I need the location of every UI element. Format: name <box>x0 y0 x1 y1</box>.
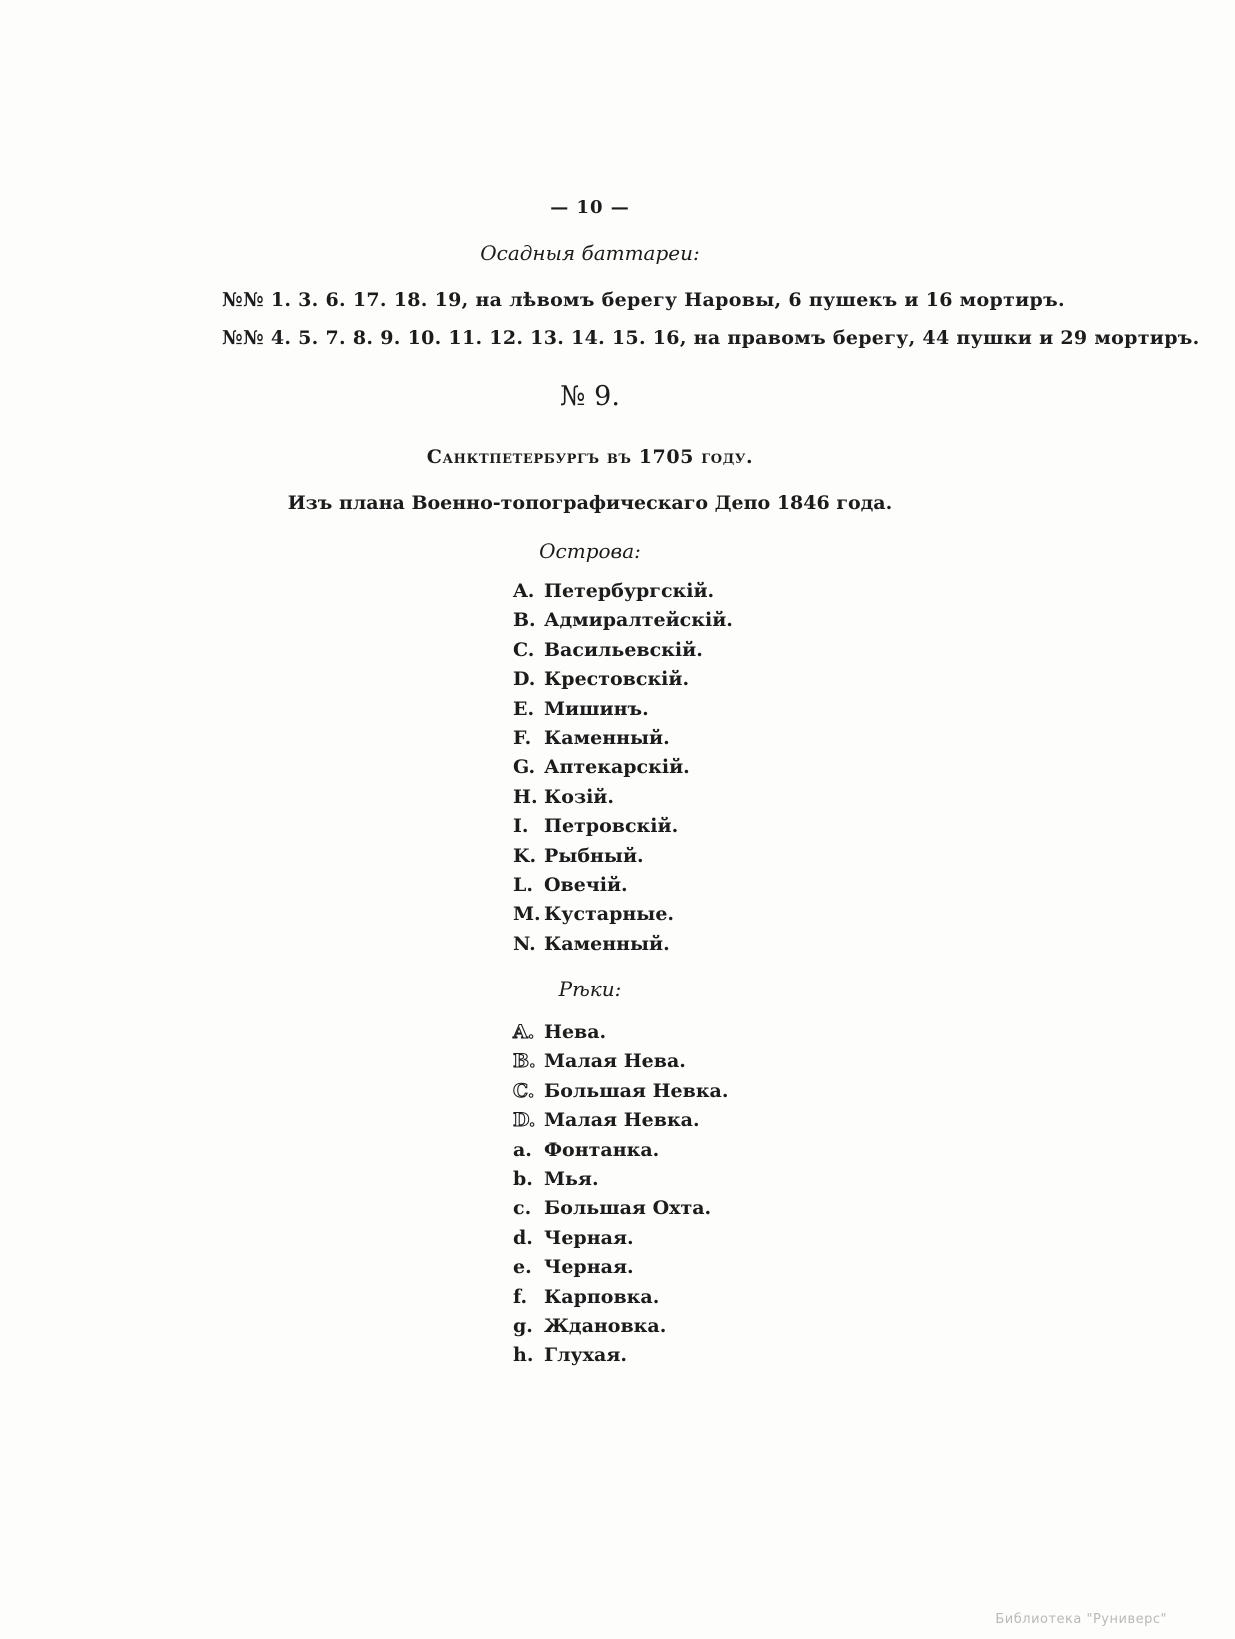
item-letter: d. <box>513 1226 533 1249</box>
islands-list <box>513 577 733 959</box>
item-name: Козій. <box>544 785 615 808</box>
item-name: Овечій. <box>544 873 628 896</box>
item-letter: N. <box>513 932 536 955</box>
item-name: Рыбный. <box>544 844 644 867</box>
item-name: Нева. <box>544 1021 607 1043</box>
item-letter: K. <box>513 844 537 867</box>
entry-number-heading: № 9. <box>560 381 620 412</box>
item-name: Черная. <box>544 1226 634 1249</box>
list-item <box>513 665 733 694</box>
item-name: Крестовскій. <box>544 668 690 691</box>
item-name: Мишинъ. <box>544 697 649 720</box>
item-letter: D. <box>513 668 536 691</box>
item-letter: F. <box>513 726 532 749</box>
siege-batteries-heading: Осадныя баттареи: <box>480 241 700 265</box>
rivers-list <box>513 1018 728 1371</box>
list-item <box>513 1047 728 1076</box>
item-letter: e. <box>513 1256 532 1279</box>
item-name: Глухая. <box>544 1344 627 1367</box>
item-name: Аптекарскій. <box>544 756 690 779</box>
list-item <box>513 812 733 841</box>
item-name: Кустарные. <box>544 903 675 926</box>
list-item <box>513 842 733 871</box>
library-watermark: Библиотека "Руниверс" <box>995 1612 1167 1627</box>
item-name: Фонтанка. <box>544 1138 660 1161</box>
item-name: Малая Нева. <box>544 1050 686 1073</box>
list-item <box>513 753 733 782</box>
item-letter: L. <box>513 873 533 896</box>
battery-line: №№ 1. 3. 6. 17. 18. 19, на лѣвомъ берегу Наровы, 6 пушекъ и 16 мортиръ. <box>222 289 1065 311</box>
item-letter: I. <box>513 815 529 838</box>
item-letter: f. <box>513 1285 528 1308</box>
item-letter: E. <box>513 697 535 720</box>
list-item <box>513 930 733 959</box>
item-name: Мья. <box>544 1167 599 1190</box>
item-letter: b. <box>513 1167 533 1190</box>
item-letter: H. <box>513 785 538 808</box>
item-letter: G. <box>513 756 536 779</box>
item-name: Каменный. <box>544 726 670 749</box>
item-name: Черная. <box>544 1256 634 1279</box>
item-letter: B. <box>513 609 536 632</box>
list-item <box>513 1341 728 1370</box>
list-item <box>513 1224 728 1253</box>
list-item <box>513 695 733 724</box>
item-name: Адмиралтейскій. <box>544 609 733 632</box>
list-item <box>513 900 733 929</box>
item-letter: g. <box>513 1314 533 1337</box>
item-letter-outlined: B. <box>513 1050 536 1073</box>
list-item <box>513 1165 728 1194</box>
list-item <box>513 1194 728 1223</box>
item-name: Большая Невка. <box>544 1079 729 1102</box>
entry-subtitle: Изъ плана Военно-топографическаго Депо 1846 года. <box>287 492 893 514</box>
item-name: Васильевскій. <box>544 638 703 661</box>
item-letter: a. <box>513 1138 532 1161</box>
list-item <box>513 1253 728 1282</box>
item-name: Петровскій. <box>544 815 679 838</box>
list-item <box>513 1077 728 1106</box>
list-item <box>513 1018 728 1047</box>
list-item <box>513 871 733 900</box>
item-letter-outlined: C. <box>513 1079 535 1102</box>
list-item <box>513 724 733 753</box>
list-item <box>513 577 733 606</box>
list-item <box>513 606 733 635</box>
battery-line: №№ 4. 5. 7. 8. 9. 10. 11. 12. 13. 14. 15. 16, на правомъ берегу, 44 пушки и 29 мортиръ. <box>222 327 1200 349</box>
item-name: Петербургскій. <box>544 580 715 602</box>
list-item <box>513 1312 728 1341</box>
entry-title: Санктпетербургъ въ 1705 году. <box>426 446 754 468</box>
item-name: Большая Охта. <box>544 1197 712 1220</box>
item-letter: A. <box>513 580 535 602</box>
rivers-heading: Рѣки: <box>558 977 622 1001</box>
list-item <box>513 1106 728 1135</box>
item-letter: M. <box>513 903 541 926</box>
page-number: — 10 — <box>550 197 630 218</box>
list-item <box>513 783 733 812</box>
item-name: Малая Невка. <box>544 1109 700 1132</box>
islands-heading: Острова: <box>539 539 641 563</box>
item-name: Карповка. <box>544 1285 660 1308</box>
item-name: Каменный. <box>544 932 670 955</box>
item-letter: c. <box>513 1197 532 1220</box>
list-item <box>513 636 733 665</box>
item-letter-outlined: D. <box>513 1109 536 1132</box>
item-letter: C. <box>513 638 535 661</box>
list-item <box>513 1283 728 1312</box>
item-name: Ждановка. <box>544 1314 667 1337</box>
item-letter-outlined: A. <box>513 1021 535 1043</box>
item-letter: h. <box>513 1344 534 1367</box>
list-item <box>513 1136 728 1165</box>
